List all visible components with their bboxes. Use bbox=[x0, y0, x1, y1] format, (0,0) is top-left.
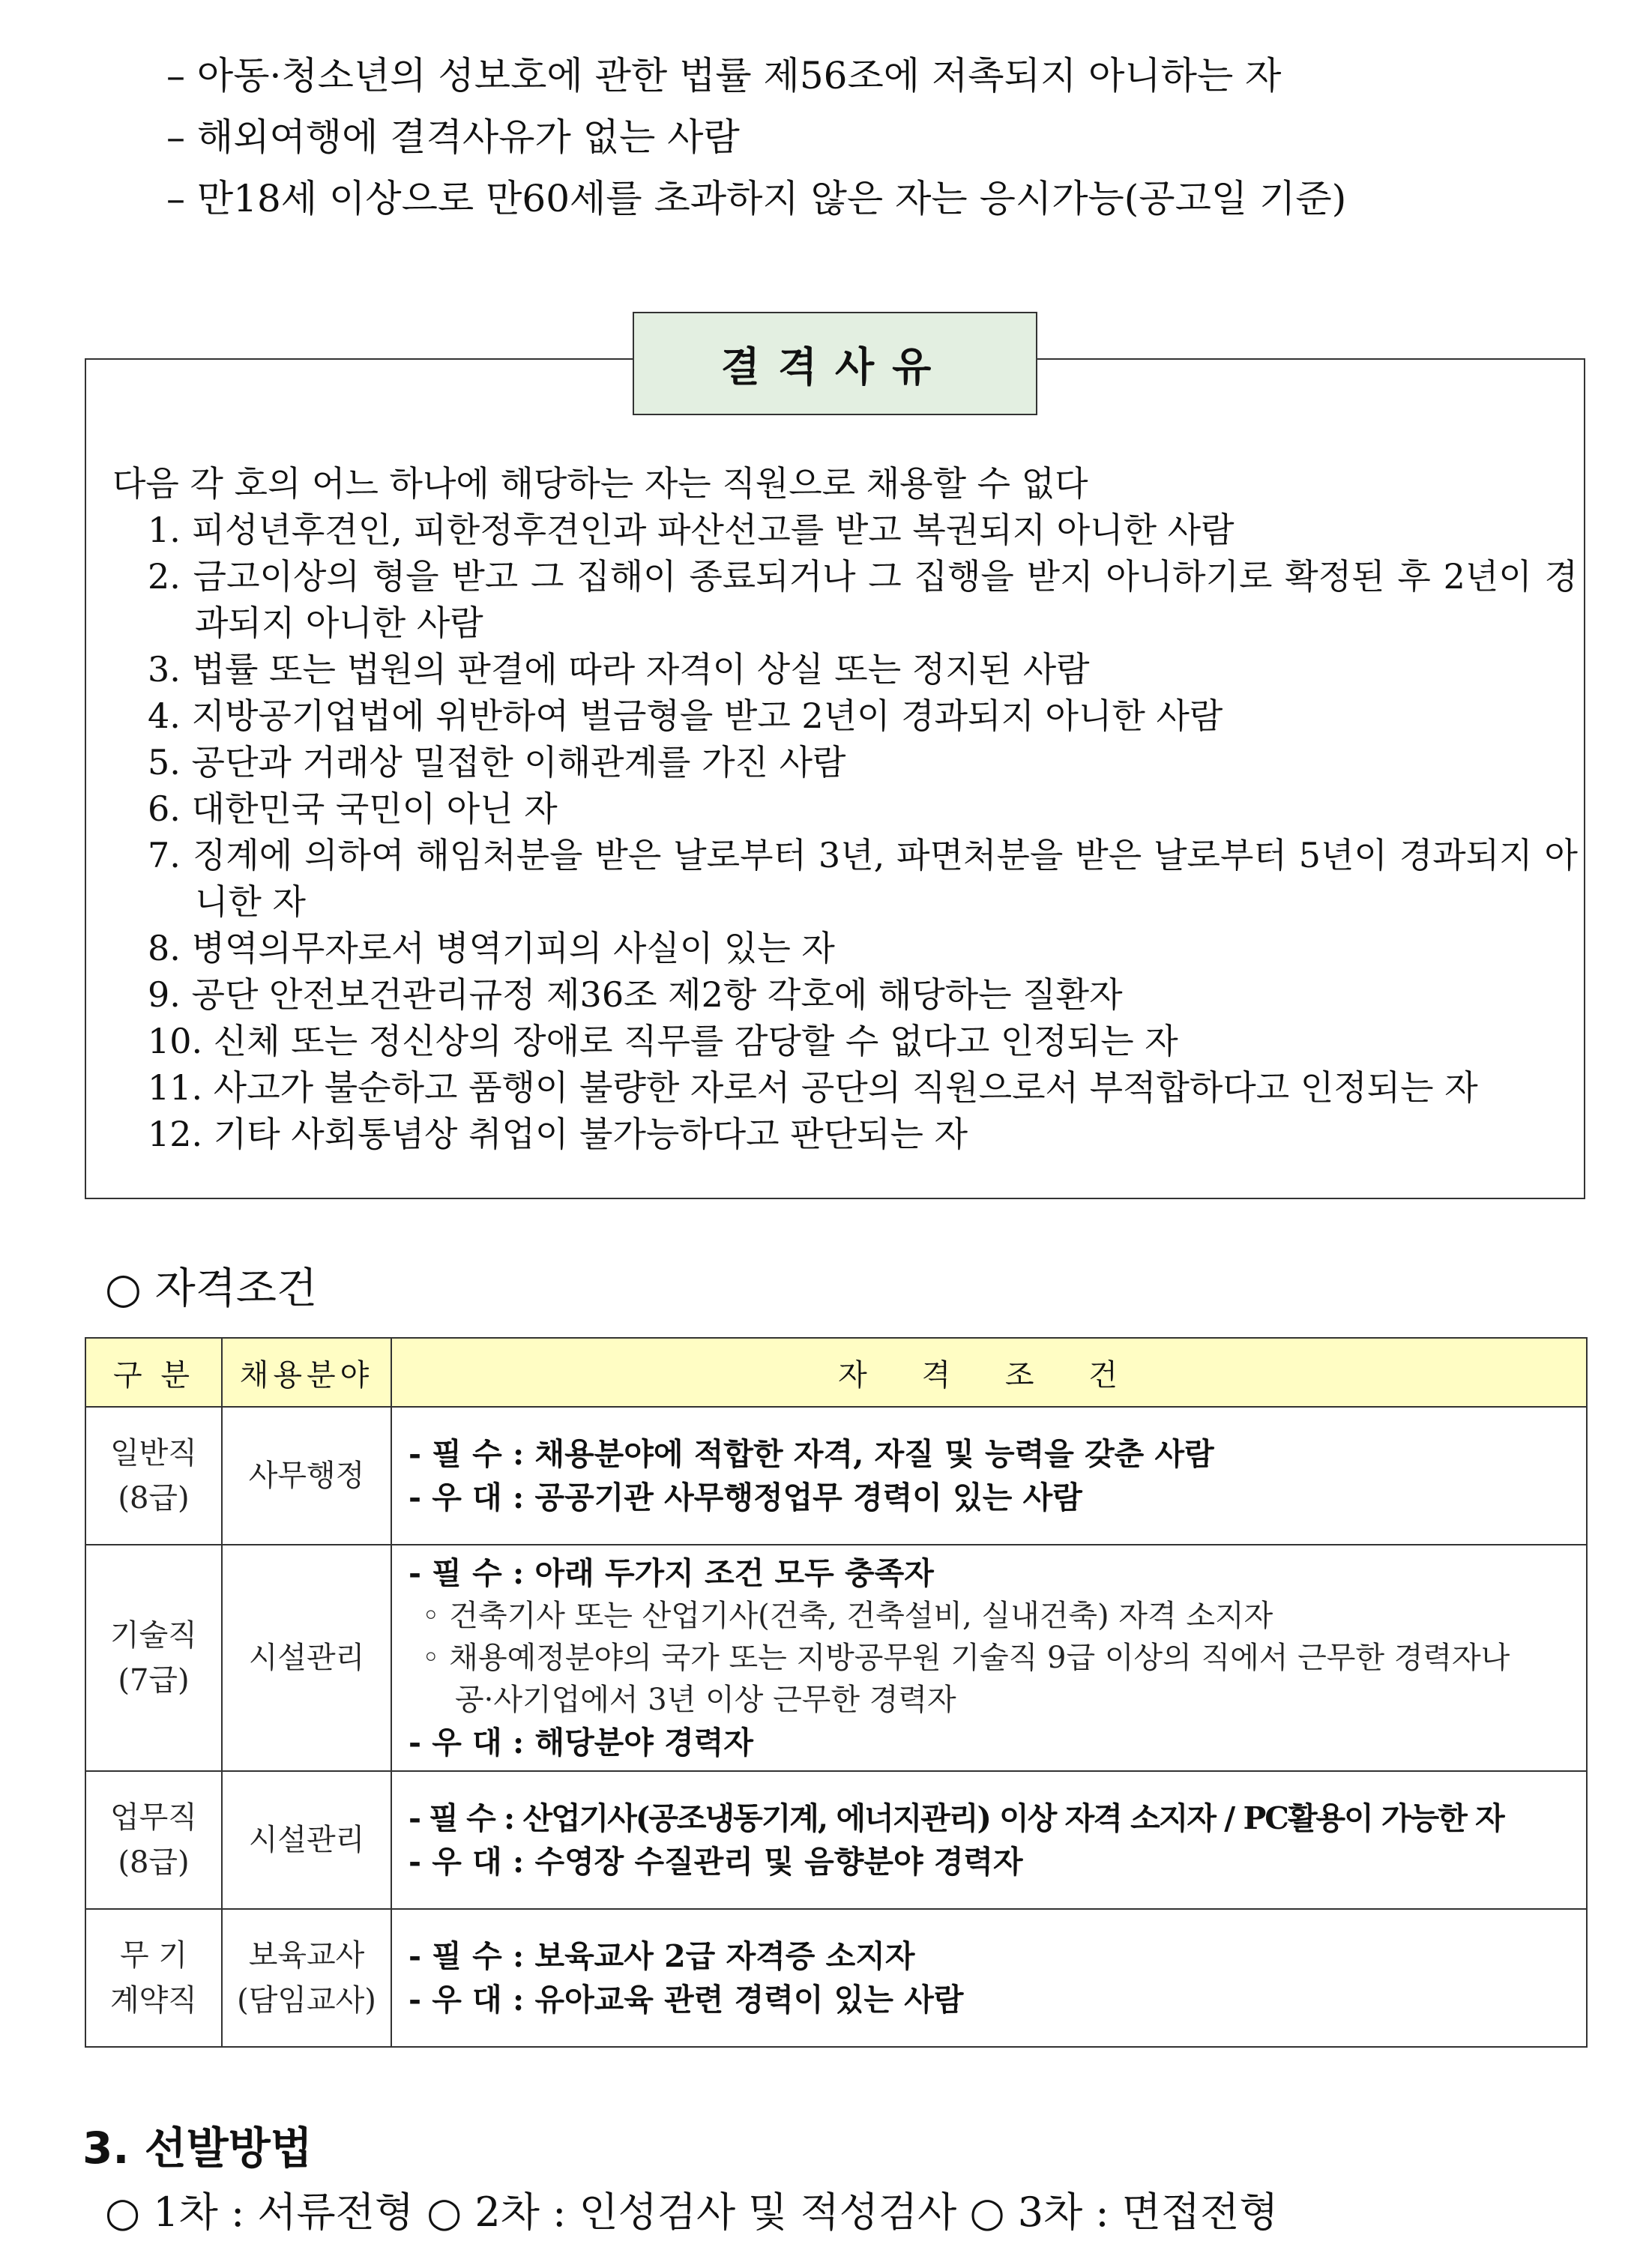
disqualification-item: 5. 공단과 거래상 밀접한 이해관계를 가진 사람 bbox=[148, 742, 846, 782]
condition-required: - 필 수 : 채용분야에 적합한 자격, 자질 및 능력을 갖춘 사람 bbox=[409, 1436, 1214, 1472]
selection-heading: 3. 선발방법 bbox=[82, 2123, 313, 2174]
category-line: 무 기 bbox=[120, 1938, 187, 1973]
field-line: 보육교사 bbox=[248, 1938, 365, 1973]
category-cell bbox=[85, 1545, 222, 1771]
condition-preferred: - 우 대 : 수영장 수질관리 및 음향분야 경력자 bbox=[409, 1844, 1023, 1880]
eligibility-item: – 아동·청소년의 성보호에 관한 법률 제56조에 저촉되지 아니하는 자 bbox=[166, 54, 1282, 97]
condition-preferred: - 우 대 : 유아교육 관련 경력이 있는 사람 bbox=[409, 1982, 964, 2018]
table-row bbox=[85, 1545, 1587, 1771]
eligibility-list bbox=[166, 45, 1346, 229]
header-field: 채용분야 bbox=[222, 1338, 391, 1407]
category-line: 업무직 bbox=[110, 1800, 197, 1835]
disqualification-title: 결격사유 bbox=[633, 312, 1037, 415]
field-cell bbox=[222, 1545, 391, 1771]
disqualification-item: 11. 사고가 불순하고 품행이 불량한 자로서 공단의 직원으로서 부적합하다고 인정되는 자 bbox=[148, 1067, 1478, 1108]
condition-preferred: - 우 대 : 공공기관 사무행정업무 경력이 있는 사람 bbox=[409, 1480, 1082, 1515]
disqualification-item: 12. 기타 사회통념상 취업이 불가능하다고 판단되는 자 bbox=[148, 1114, 968, 1154]
category-line: 계약직 bbox=[110, 1983, 197, 2018]
disqualification-item: 1. 피성년후견인, 피한정후견인과 파산선고를 받고 복권되지 아니한 사람 bbox=[148, 510, 1235, 550]
table-row bbox=[85, 1909, 1587, 2047]
category-cell bbox=[85, 1771, 222, 1909]
disqualification-item: 2. 금고이상의 형을 받고 그 집해이 종료되거나 그 집행을 받지 아니하기로 확정된 후 2년이 경과되지 아니한 사람 bbox=[148, 556, 1578, 643]
condition-required: - 필 수 : 보육교사 2급 자격증 소지자 bbox=[409, 1938, 915, 1974]
conditions-cell bbox=[391, 1407, 1587, 1545]
eligibility-item: – 해외여행에 결격사유가 없는 사람 bbox=[166, 115, 740, 159]
disqualification-item: 4. 지방공기업법에 위반하여 벌금형을 받고 2년이 경과되지 아니한 사람 bbox=[148, 696, 1223, 736]
category-line: (8급) bbox=[118, 1845, 190, 1880]
table-row bbox=[85, 1407, 1587, 1545]
field-line: 사무행정 bbox=[248, 1459, 365, 1493]
category-line: 기술직 bbox=[110, 1618, 197, 1653]
table-header-row bbox=[85, 1338, 1587, 1407]
selection-stages: ○ 1차 : 서류전형 ○ 2차 : 인성검사 및 적성검사 ○ 3차 : 면접전형 bbox=[105, 2189, 1279, 2236]
qualifications-table bbox=[85, 1337, 1588, 2048]
disqualification-item: 10. 신체 또는 정신상의 장애로 직무를 감당할 수 없다고 인정되는 자 bbox=[148, 1021, 1178, 1061]
field-line: (담임교사) bbox=[237, 1983, 376, 2018]
disqualification-list bbox=[112, 507, 1578, 1157]
condition-preferred: - 우 대 : 해당분야 경력자 bbox=[409, 1725, 753, 1761]
field-line: 시설관리 bbox=[248, 1823, 365, 1857]
disqualification-item: 8. 병역의무자로서 병역기피의 사실이 있는 자 bbox=[148, 928, 835, 968]
condition-required: - 필 수 : 아래 두가지 조건 모두 충족자 bbox=[409, 1555, 934, 1591]
qualifications-heading: ○ 자격조건 bbox=[105, 1264, 318, 1313]
condition-sub-item: ◦ 채용예정분야의 국가 또는 지방공무원 기술직 9급 이상의 직에서 근무한 경력자나 bbox=[422, 1641, 1510, 1675]
eligibility-item: – 만18세 이상으로 만60세를 초과하지 않은 자는 응시가능(공고일 기준) bbox=[166, 177, 1347, 220]
category-cell bbox=[85, 1909, 222, 2047]
table-row bbox=[85, 1771, 1587, 1909]
field-cell bbox=[222, 1909, 391, 2047]
conditions-cell bbox=[391, 1545, 1587, 1771]
disqualification-intro: 다음 각 호의 어느 하나에 해당하는 자는 직원으로 채용할 수 없다 bbox=[112, 463, 1088, 504]
header-conditions: 자 격 조 건 bbox=[391, 1338, 1587, 1407]
condition-sub-item-continued: 공·사기업에서 3년 이상 근무한 경력자 bbox=[455, 1683, 956, 1717]
condition-required: - 필 수 : 산업기사(공조냉동기계, 에너지관리) 이상 자격 소지자 / PC활용이 가능한 자 bbox=[409, 1800, 1504, 1836]
field-cell bbox=[222, 1407, 391, 1545]
category-line: (7급) bbox=[118, 1663, 190, 1698]
header-category: 구 분 bbox=[85, 1338, 222, 1407]
conditions-cell bbox=[391, 1771, 1587, 1909]
disqualification-item: 7. 징계에 의하여 해임처분을 받은 날로부터 3년, 파면처분을 받은 날로부터 5년이 경과되지 아니한 자 bbox=[148, 835, 1578, 922]
category-line: 일반직 bbox=[110, 1436, 197, 1471]
disqualification-item: 9. 공단 안전보건관리규정 제36조 제2항 각호에 해당하는 질환자 bbox=[148, 974, 1123, 1015]
category-line: (8급) bbox=[118, 1481, 190, 1515]
disqualification-item: 6. 대한민국 국민이 아닌 자 bbox=[148, 788, 558, 829]
disqualification-item: 3. 법률 또는 법원의 판결에 따라 자격이 상실 또는 정지된 사람 bbox=[148, 649, 1090, 690]
field-line: 시설관리 bbox=[248, 1641, 365, 1675]
conditions-cell bbox=[391, 1909, 1587, 2047]
category-cell bbox=[85, 1407, 222, 1545]
condition-sub-item: ◦ 건축기사 또는 산업기사(건축, 건축설비, 실내건축) 자격 소지자 bbox=[422, 1599, 1273, 1633]
field-cell bbox=[222, 1771, 391, 1909]
